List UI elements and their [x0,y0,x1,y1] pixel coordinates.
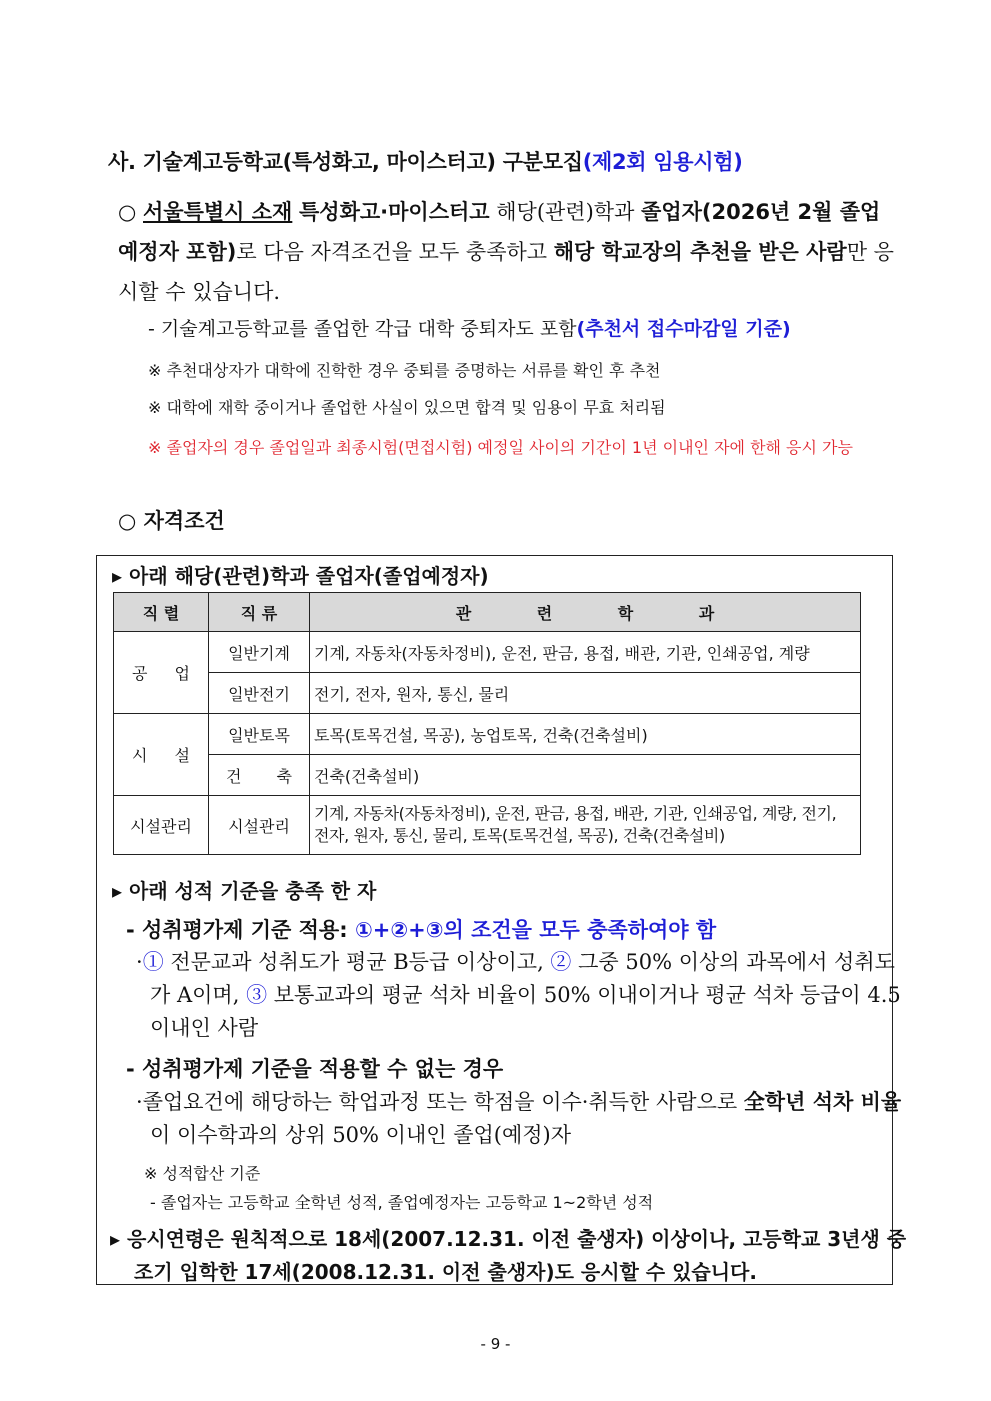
conditions-text: 로 다음 자격조건을 모두 충족하고 [236,240,554,264]
table-row [114,632,861,673]
circled-1: ① [142,950,164,974]
bullet-dot: · [136,1090,143,1114]
circled-2: ② [550,950,572,974]
section-title [108,146,743,176]
table-header-row [114,593,861,632]
school-type-text: 특성화고·마이스터고 [299,200,490,224]
page-number: - 9 - [480,1335,511,1353]
grade-sum-note: ※ 성적합산 기준 [144,1164,261,1183]
series-cell: 공 업 [114,632,209,714]
type-cell: 건 축 [209,755,310,796]
note-1: ※ 추천대상자가 대학에 진학한 경우 중퇴를 증명하는 서류를 확인 후 추천 [148,361,661,380]
dropout-text: - 기술계고등학교를 졸업한 각급 대학 중퇴자도 포함 [148,318,577,340]
graduate-text: 졸업자(2026년 2월 졸업예정자 포함) [118,200,881,264]
deadline-basis-text: (추천서 접수마감일 기준) [576,318,791,340]
type-cell: 시설관리 [209,796,310,855]
age-requirement-text: ▸ 응시연령은 원칙적으로 18세(2007.12.31. 이전 출생자) 이상이나, 고등학교 3년생 중 조기 입학한 17세(2008.12.31. 이전 출생자)도 응시할 수 있습니다. [110,1227,907,1284]
achievement-system-applied [126,914,716,944]
rank-text-2: 이 이수학과의 상위 50% 이내인 졸업(예정)자 [150,1123,572,1147]
recommendation-text: 해당 학교장의 추천을 받은 사람 [553,240,847,264]
table-row [114,714,861,755]
related-dept-table [113,592,861,855]
section-title-exam: (제2회 임용시험) [582,150,743,174]
achievement-not-applicable: - 성취평가제 기준을 적용할 수 없는 경우 [126,1057,504,1081]
header-majors: 관 련 학 과 [310,593,861,632]
may-apply-text: 만 응시할 수 있습니다. [118,240,894,304]
bullet-circle: ○ [118,200,137,224]
series-cell: 시설관리 [114,796,209,855]
criteria-text-3: 보통교과의 평균 석차 비율이 50% 이내이거나 평균 석차 등급이 4.5 이내인 사람 [150,983,901,1040]
note-2: ※ 대학에 재학 중이거나 졸업한 사실이 있으면 합격 및 임용이 무효 처리됨 [148,398,666,417]
circled-3: ③ [246,983,268,1007]
related-dept-heading: ▸ 아래 해당(관련)학과 졸업자(졸업예정자) [112,564,489,588]
type-cell: 일반전기 [209,673,310,714]
section-title-main: 사. 기술계고등학교(특성화고, 마이스터고) 구분모집 [108,150,583,174]
eligibility-paragraph [118,192,898,312]
bullet-dot: · [136,950,143,974]
majors-cell: 전기, 전자, 원자, 통신, 물리 [310,673,861,714]
table-row [114,796,861,855]
age-requirement [110,1223,914,1289]
type-cell: 일반기계 [209,632,310,673]
seoul-located-text: 서울특별시 소재 [143,200,293,224]
rank-criteria-bullet [136,1086,902,1152]
all-conditions-text: ①+②+③의 조건을 모두 충족하여야 함 [354,918,717,942]
grade-sum-detail: - 졸업자는 고등학교 全학년 성적, 졸업예정자는 고등학교 1~2학년 성적 [150,1193,654,1212]
achievement-criteria-bullet [136,946,902,1045]
criteria-text-1: 전문교과 성취도가 평균 B등급 이상이고, [163,950,551,974]
related-dept-text: 해당(관련)학과 [489,200,642,224]
series-cell: 시 설 [114,714,209,796]
achievement-applied-label: - 성취평가제 기준 적용: [126,918,355,942]
type-cell: 일반토목 [209,714,310,755]
table-row [114,673,861,714]
dropout-included-line [148,314,791,341]
rank-text-1: 졸업요건에 해당하는 학업과정 또는 학점을 이수·취득한 사람으로 [142,1090,744,1114]
majors-cell: 토목(토목건설, 목공), 농업토목, 건축(건축설비) [310,714,861,755]
majors-cell: 건축(건축설비) [310,755,861,796]
grade-criteria-heading: ▸ 아래 성적 기준을 충족 한 자 [112,879,377,903]
majors-cell: 기계, 자동차(자동차정비), 운전, 판금, 용접, 배관, 기관, 인쇄공업, 계량, 전기, 전자, 원자, 통신, 물리, 토목(토목건설, 목공), 건축(건축설비) [310,796,861,855]
qualification-title: ○ 자격조건 [118,509,225,533]
header-type: 직 류 [209,593,310,632]
header-series: 직 렬 [114,593,209,632]
space [292,200,299,224]
note-3 [148,431,898,464]
note-3-text: ※ 졸업자의 경우 졸업일과 최종시험(면접시험) 예정일 사이의 기간이 1년 이내인 자에 한해 응시 가능 [148,438,853,457]
criteria-text-2: 그중 50% 이상의 과목에서 성취도가 A이며, [150,950,895,1007]
majors-cell: 기계, 자동차(자동차정비), 운전, 판금, 용접, 배관, 기관, 인쇄공업, 계량 [310,632,861,673]
all-grade-rank-text: 全학년 석차 비율 [743,1090,902,1114]
table-row [114,755,861,796]
